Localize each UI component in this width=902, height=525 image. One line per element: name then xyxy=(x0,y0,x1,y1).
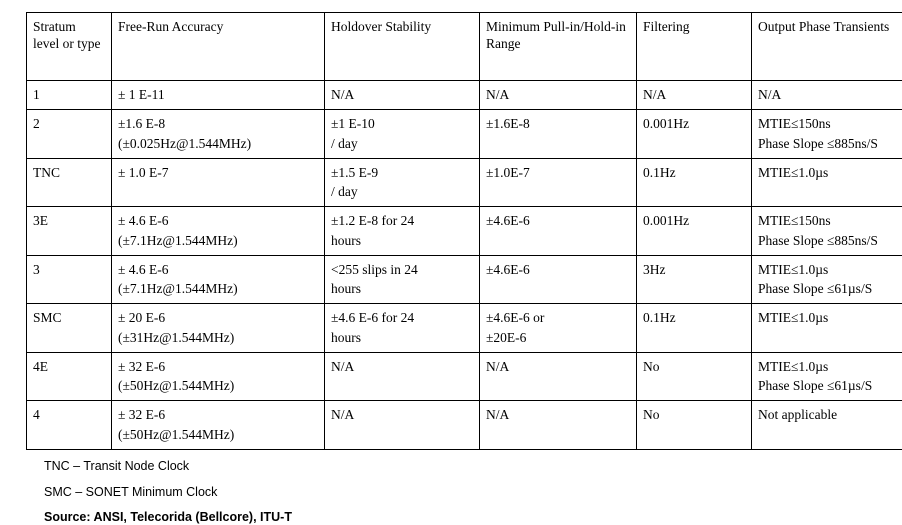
table-header-row xyxy=(27,13,902,81)
footnote-source: Source: ANSI, Telecorida (Bellcore), ITU-T xyxy=(44,511,888,525)
cell-holdover: ±4.6 E-6 for 24 hours xyxy=(325,304,480,353)
cell-pullin: ±4.6E-6 xyxy=(480,207,637,256)
cell-filtering: N/A xyxy=(637,81,752,110)
column-header-holdover: Holdover Stability xyxy=(325,13,480,81)
cell-freerun: ± 4.6 E-6 (±7.1Hz@1.544MHz) xyxy=(112,255,325,304)
footnote-tnc: TNC – Transit Node Clock xyxy=(44,460,888,474)
table-row xyxy=(27,255,902,304)
cell-phase: MTIE≤150ns Phase Slope ≤885ns/S xyxy=(752,110,902,159)
cell-phase: MTIE≤1.0µs xyxy=(752,158,902,207)
column-header-pull-in-range: Minimum Pull-in/Hold-in Range xyxy=(480,13,637,81)
table-header xyxy=(27,13,902,81)
cell-filtering: 0.001Hz xyxy=(637,110,752,159)
cell-filtering: No xyxy=(637,352,752,401)
stratum-clock-specification-table xyxy=(26,12,902,450)
cell-phase: Not applicable xyxy=(752,401,902,450)
table-row xyxy=(27,352,902,401)
cell-pullin: ±1.6E-8 xyxy=(480,110,637,159)
cell-filtering: 0.1Hz xyxy=(637,158,752,207)
cell-pullin: N/A xyxy=(480,81,637,110)
footnote-smc: SMC – SONET Minimum Clock xyxy=(44,486,888,500)
cell-pullin: ±4.6E-6 or ±20E-6 xyxy=(480,304,637,353)
table-row xyxy=(27,401,902,450)
cell-phase: MTIE≤1.0µs xyxy=(752,304,902,353)
cell-level: 1 xyxy=(27,81,112,110)
cell-phase: N/A xyxy=(752,81,902,110)
cell-phase: MTIE≤1.0µs Phase Slope ≤61µs/S xyxy=(752,255,902,304)
cell-filtering: No xyxy=(637,401,752,450)
cell-holdover: <255 slips in 24 hours xyxy=(325,255,480,304)
column-header-stratum-level: Stratum level or type xyxy=(27,13,112,81)
cell-level: 4 xyxy=(27,401,112,450)
cell-filtering: 0.001Hz xyxy=(637,207,752,256)
cell-level: 2 xyxy=(27,110,112,159)
cell-freerun: ± 4.6 E-6 (±7.1Hz@1.544MHz) xyxy=(112,207,325,256)
cell-phase: MTIE≤1.0µs Phase Slope ≤61µs/S xyxy=(752,352,902,401)
cell-pullin: N/A xyxy=(480,352,637,401)
cell-holdover: ±1.2 E-8 for 24 hours xyxy=(325,207,480,256)
table-row xyxy=(27,158,902,207)
table-row xyxy=(27,304,902,353)
cell-level: TNC xyxy=(27,158,112,207)
cell-holdover: ±1.5 E-9 / day xyxy=(325,158,480,207)
cell-filtering: 3Hz xyxy=(637,255,752,304)
cell-phase: MTIE≤150ns Phase Slope ≤885ns/S xyxy=(752,207,902,256)
cell-holdover: N/A xyxy=(325,81,480,110)
column-header-filtering: Filtering xyxy=(637,13,752,81)
cell-pullin: ±1.0E-7 xyxy=(480,158,637,207)
table-row xyxy=(27,81,902,110)
cell-filtering: 0.1Hz xyxy=(637,304,752,353)
cell-holdover: ±1 E-10 / day xyxy=(325,110,480,159)
cell-pullin: ±4.6E-6 xyxy=(480,255,637,304)
table-footnotes xyxy=(44,460,888,525)
cell-freerun: ± 32 E-6 (±50Hz@1.544MHz) xyxy=(112,401,325,450)
table-row xyxy=(27,207,902,256)
cell-freerun: ± 32 E-6 (±50Hz@1.544MHz) xyxy=(112,352,325,401)
cell-freerun: ± 1 E-11 xyxy=(112,81,325,110)
cell-pullin: N/A xyxy=(480,401,637,450)
cell-holdover: N/A xyxy=(325,401,480,450)
column-header-free-run: Free-Run Accuracy xyxy=(112,13,325,81)
cell-freerun: ± 1.0 E-7 xyxy=(112,158,325,207)
cell-level: SMC xyxy=(27,304,112,353)
cell-level: 3 xyxy=(27,255,112,304)
column-header-phase-transients: Output Phase Transients xyxy=(752,13,902,81)
cell-level: 3E xyxy=(27,207,112,256)
table-body xyxy=(27,81,902,450)
cell-holdover: N/A xyxy=(325,352,480,401)
table-row xyxy=(27,110,902,159)
cell-freerun: ± 20 E-6 (±31Hz@1.544MHz) xyxy=(112,304,325,353)
cell-freerun: ±1.6 E-8 (±0.025Hz@1.544MHz) xyxy=(112,110,325,159)
cell-level: 4E xyxy=(27,352,112,401)
